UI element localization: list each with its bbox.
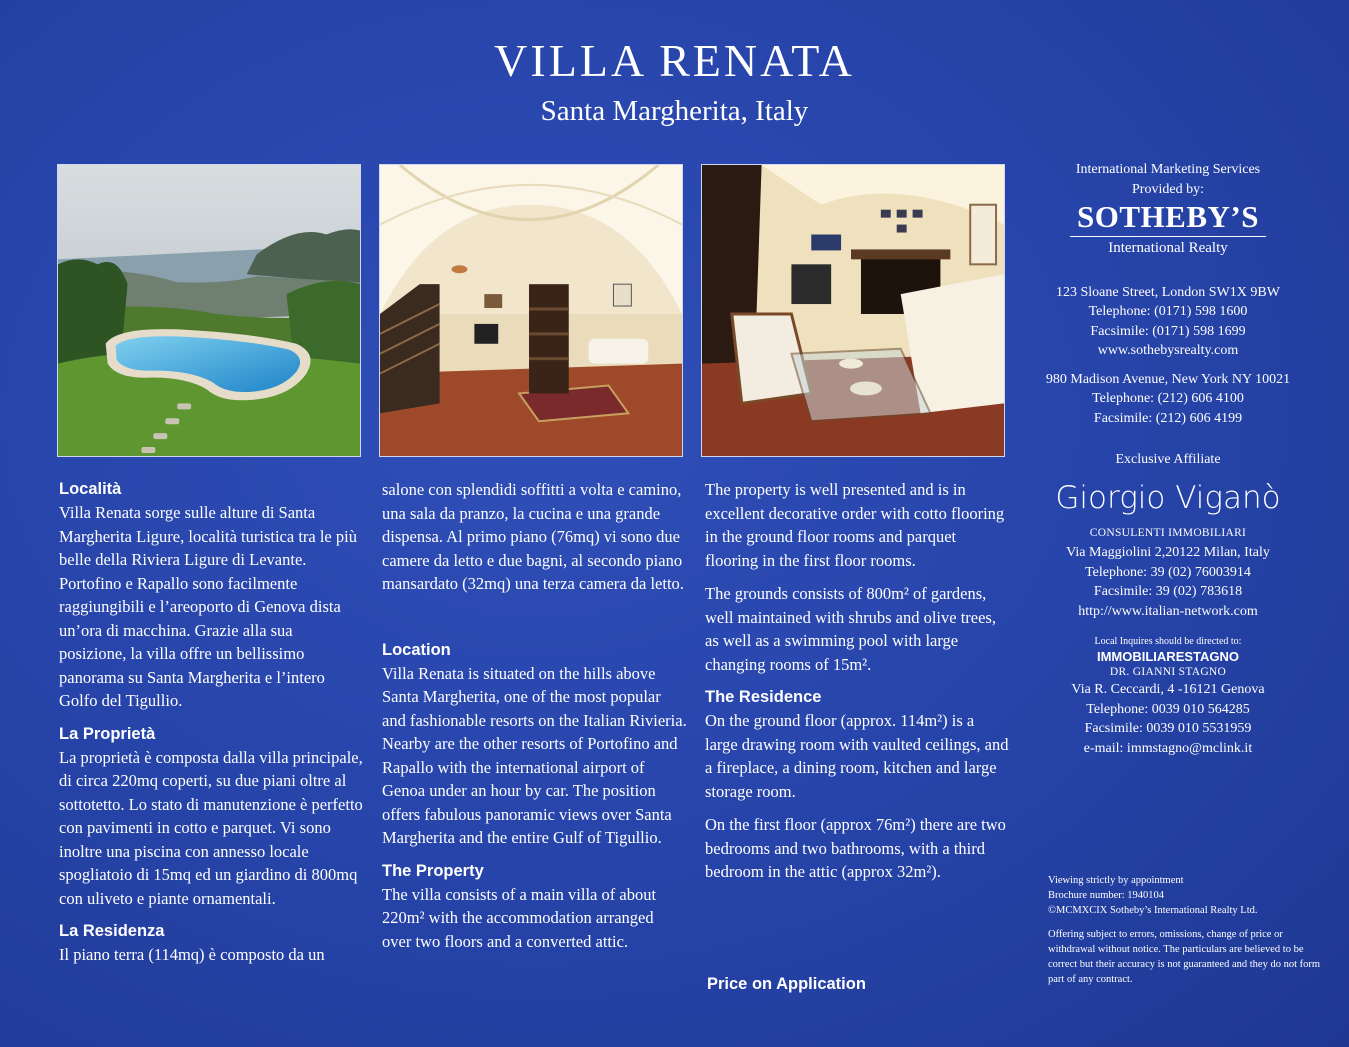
restagno-name: IMMOBILIARESTAGNO: [1096, 649, 1240, 664]
provided-by-label: Provided by:: [1132, 181, 1204, 197]
page-title: VILLA RENATA: [494, 35, 855, 86]
brochure-number: Brochure number: 1940104: [1048, 890, 1165, 901]
milan-address: Via Maggiolini 2,20122 Milan, Italy: [1066, 545, 1270, 560]
fine-print: [1048, 873, 1328, 987]
disclaimer-text: Offering subject to errors, omissions, change of price or withdrawal without notice. The particulars are believed to be correct but their accuracy is not guaranteed and they do not form part of any contract.: [1048, 929, 1321, 985]
price-label: Price on Application: [707, 975, 866, 993]
genova-facsimile: Facsimile: 0039 010 5531959: [1084, 721, 1252, 736]
paragraph-grounds: The grounds consists of 800m² of gardens, well maintained with shrubs and olive trees, as well as a swimming pool with large changing rooms of 15m².: [705, 584, 996, 674]
milan-facsimile: Facsimile: 39 (02) 783618: [1093, 584, 1243, 599]
genova-telephone: Telephone: 0039 010 564285: [1086, 701, 1250, 717]
sothebys-logo: SOTHEBY’S: [1077, 199, 1259, 234]
paragraph-la-residenza: Il piano terra (114mq) è composto da un: [59, 945, 325, 964]
local-inquiries-label: Local Inquires should be directed to:: [1094, 636, 1242, 647]
heading-the-residence: The Residence: [705, 688, 822, 706]
newyork-address: 980 Madison Avenue, New York NY 10021: [1045, 371, 1291, 387]
copyright-note: ©MCMXCIX Sotheby’s International Realty Ltd.: [1048, 905, 1258, 916]
paragraph-la-residenza-cont: salone con splendidi soffitti a volta e camino, una sala da pranzo, la cucina e una grande dispensa. Al primo piano (76mq) vi sono due camere da letto e due bagni, al secondo piano mansardato (32mq) una terza camera da letto.: [382, 480, 684, 593]
london-facsimile: Facsimile: (0171) 598 1699: [1090, 323, 1246, 339]
paragraph-localita: Villa Renata sorge sulle alture di Santa Margherita Ligure, località turistica tra le più belle della Riviera Ligure di Levante. Portofino e Rapallo sono facilmente raggiungibili e l’areoporto di Genova dista un’ora di macchina. Grazie alla sua posizione, la villa offre un bellissimo panorama su Santa Margherita e l’intero Golfo del Tigullio.: [59, 503, 357, 710]
heading-location: Location: [382, 640, 451, 659]
paragraph-location: Villa Renata is situated on the hills above Santa Margherita, one of the most popular and fashionable resorts on the Italian Rivieria. Nearby are the other resorts of Portofino and Rapallo with the international airport of Genoa under an hour by car. The position offers fabulous panoramic views over Santa Margherita and the entire Gulf of Tigullio.: [382, 663, 687, 847]
genova-email: e-mail: immstagno@mclink.it: [1083, 740, 1253, 756]
logo-divider: [1070, 236, 1266, 237]
paragraph-first-floor: On the first floor (approx 76m²) there are two bedrooms and two bathrooms, with a third bedroom in the attic (approx 32m²).: [705, 815, 1006, 881]
vigano-logo: Giorgio Viganò: [1055, 479, 1281, 516]
paragraph-the-property: The villa consists of a main villa of about 220m² with the accommodation arranged over two floors and a converted attic.: [382, 884, 657, 951]
agent-sidebar: [1022, 160, 1314, 758]
italian-text-column: [59, 478, 364, 967]
viewing-note: Viewing strictly by appointment: [1048, 875, 1184, 886]
sothebys-subtitle: International Realty: [1108, 240, 1228, 256]
heading-the-property: The Property: [382, 861, 484, 880]
heading-localita: Località: [59, 480, 122, 498]
residence-text-column: [705, 478, 1010, 884]
marketing-services-label: International Marketing Services: [1075, 162, 1261, 177]
genova-address: Via R. Ceccardi, 4 -16121 Genova: [1071, 682, 1265, 697]
stagno-name: DR. GIANNI STAGNO: [1109, 666, 1227, 678]
english-text-column: [382, 478, 687, 953]
consulenti-label: CONSULENTI IMMOBILIARI: [1089, 526, 1247, 539]
pool-view-photo: [57, 164, 361, 457]
newyork-facsimile: Facsimile: (212) 606 4199: [1093, 410, 1243, 426]
london-telephone: Telephone: (0171) 598 1600: [1088, 304, 1248, 319]
paragraph-la-proprieta: La proprietà è composta dalla villa principale, di circa 220mq coperti, su due piani oltre al sottotetto. Lo stato di manutenzione è perfetto con pavimenti in cotto e parquet. Vi sono inoltre una piscina con annesso locale spogliatoio di 15mq ed un giardino di 800mq con uliveto e piante ornamentali.: [59, 747, 363, 908]
heading-la-residenza: La Residenza: [59, 922, 165, 940]
newyork-telephone: Telephone: (212) 606 4100: [1092, 391, 1244, 406]
paragraph-property-cont: The property is well presented and is in excellent decorative order with cotto flooring in the ground floor rooms and parquet flooring in the first floor rooms.: [705, 480, 1005, 570]
vaulted-hall-photo: [379, 164, 683, 457]
milan-telephone: Telephone: 39 (02) 76003914: [1085, 564, 1251, 580]
exclusive-affiliate-label: Exclusive Affiliate: [1115, 452, 1221, 467]
sothebys-website: www.sothebysrealty.com: [1097, 343, 1239, 358]
living-room-photo: [701, 164, 1005, 457]
vigano-website: http://www.italian-network.com: [1078, 603, 1258, 619]
heading-la-proprieta: La Proprietà: [59, 724, 156, 743]
paragraph-ground-floor: On the ground floor (approx. 114m²) is a large drawing room with vaulted ceilings, and a fireplace, a dining room, kitchen and large storage room.: [705, 711, 1009, 801]
london-address: 123 Sloane Street, London SW1X 9BW: [1056, 284, 1280, 300]
page-subtitle: Santa Margherita, Italy: [540, 95, 809, 127]
